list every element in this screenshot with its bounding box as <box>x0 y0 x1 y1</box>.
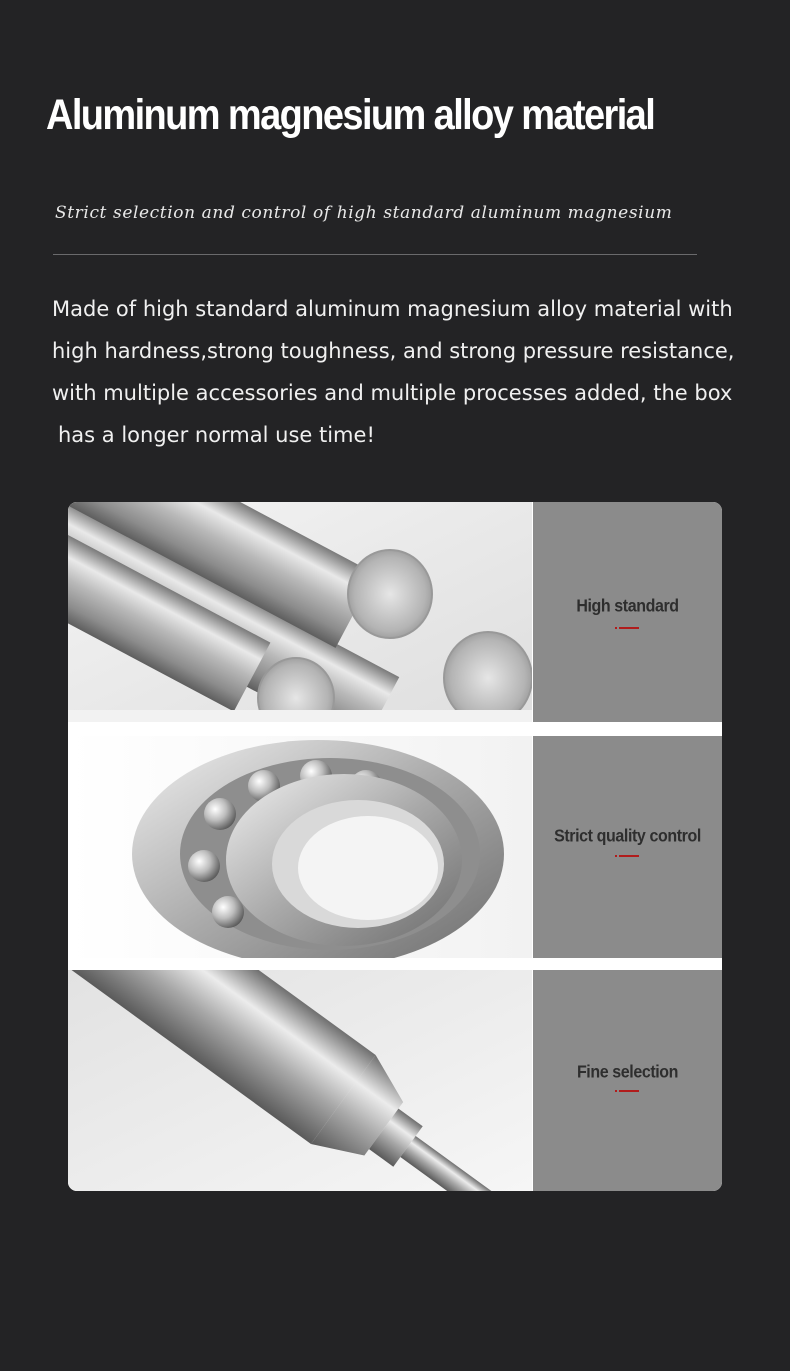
ball-bearing-image <box>68 736 532 958</box>
feature-label-box <box>533 502 722 722</box>
feature-label: Fine selection <box>576 1062 679 1082</box>
accent-mark <box>619 855 639 857</box>
description-line: Made of high standard aluminum magnesium alloy material with <box>52 297 733 321</box>
aluminum-rods-image <box>68 502 532 722</box>
feature-label-box <box>533 970 722 1191</box>
description <box>52 288 772 456</box>
feature-label: High standard <box>576 596 679 616</box>
description-line: high hardness,strong toughness, and strong pressure resistance, <box>52 339 735 363</box>
feature-row-high-standard <box>68 502 722 722</box>
accent-mark <box>619 1090 639 1092</box>
feature-label-box <box>533 736 722 958</box>
description-line: with multiple accessories and multiple processes added, the box <box>52 381 733 405</box>
feature-row-quality-control <box>68 736 722 958</box>
description-line: has a longer normal use time! <box>58 423 375 447</box>
feature-row-fine-selection <box>68 970 722 1191</box>
page-title: Aluminum magnesium alloy material <box>46 92 655 140</box>
machined-shaft-image <box>68 970 532 1191</box>
accent-mark <box>619 627 639 629</box>
divider <box>53 254 697 255</box>
feature-label: Strict quality control <box>554 826 701 846</box>
page-subtitle: Strict selection and control of high standard aluminum magnesium <box>55 203 673 223</box>
feature-panel <box>68 502 722 1191</box>
